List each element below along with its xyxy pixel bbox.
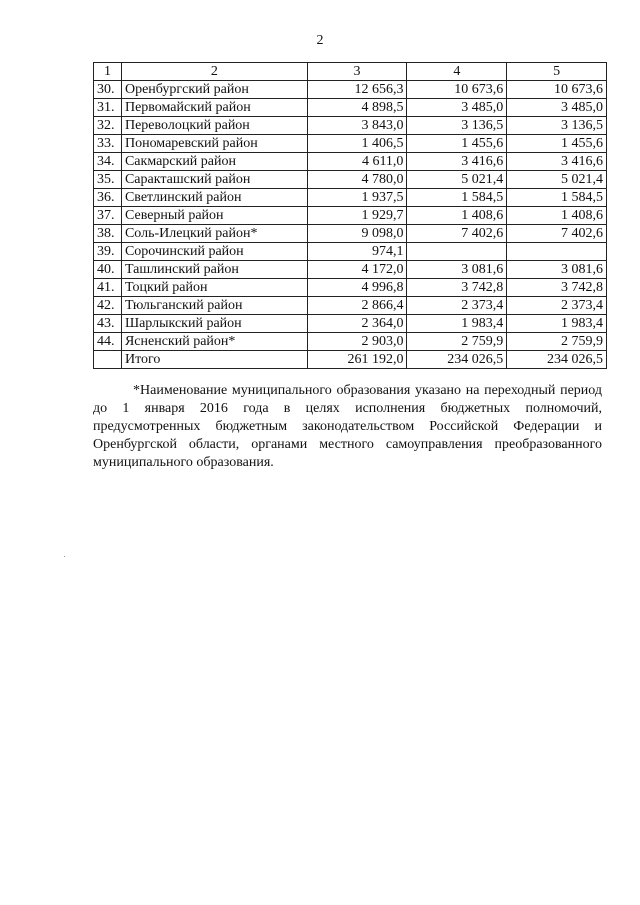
header-col-1: 1 xyxy=(94,63,122,81)
district-name: Светлинский район xyxy=(121,189,307,207)
header-col-5: 5 xyxy=(507,63,607,81)
value-col-4: 1 983,4 xyxy=(407,315,507,333)
value-col-4: 5 021,4 xyxy=(407,171,507,189)
district-name: Тоцкий район xyxy=(121,279,307,297)
value-col-5: 3 081,6 xyxy=(507,261,607,279)
district-name: Тюльганский район xyxy=(121,297,307,315)
value-col-3: 4 780,0 xyxy=(307,171,407,189)
total-col-3: 261 192,0 xyxy=(307,351,407,369)
value-col-4 xyxy=(407,243,507,261)
value-col-5: 2 759,9 xyxy=(507,333,607,351)
table-row xyxy=(94,189,607,207)
table-body xyxy=(94,63,607,369)
district-name: Переволоцкий район xyxy=(121,117,307,135)
table-row xyxy=(94,225,607,243)
value-col-5: 1 584,5 xyxy=(507,189,607,207)
value-col-4: 3 081,6 xyxy=(407,261,507,279)
value-col-4: 10 673,6 xyxy=(407,81,507,99)
table-row xyxy=(94,171,607,189)
district-name: Первомайский район xyxy=(121,99,307,117)
value-col-5: 5 021,4 xyxy=(507,171,607,189)
value-col-5: 10 673,6 xyxy=(507,81,607,99)
district-name: Саракташский район xyxy=(121,171,307,189)
row-number: 42. xyxy=(94,297,122,315)
value-col-4: 3 416,6 xyxy=(407,153,507,171)
value-col-4: 2 759,9 xyxy=(407,333,507,351)
table-row xyxy=(94,207,607,225)
value-col-5: 1 408,6 xyxy=(507,207,607,225)
page-number: 2 xyxy=(316,33,324,48)
table-row xyxy=(94,153,607,171)
row-number: 40. xyxy=(94,261,122,279)
total-col-4: 234 026,5 xyxy=(407,351,507,369)
district-name: Соль-Илецкий район* xyxy=(121,225,307,243)
value-col-4: 1 584,5 xyxy=(407,189,507,207)
table-row xyxy=(94,279,607,297)
district-name: Ташлинский район xyxy=(121,261,307,279)
row-number: 41. xyxy=(94,279,122,297)
row-number: 38. xyxy=(94,225,122,243)
district-name: Оренбургский район xyxy=(121,81,307,99)
table-header-row xyxy=(94,63,607,81)
value-col-5: 3 742,8 xyxy=(507,279,607,297)
table-row xyxy=(94,99,607,117)
value-col-4: 7 402,6 xyxy=(407,225,507,243)
header-col-4: 4 xyxy=(407,63,507,81)
row-number: 30. xyxy=(94,81,122,99)
budget-table xyxy=(93,62,607,369)
row-number: 33. xyxy=(94,135,122,153)
table-row xyxy=(94,135,607,153)
total-number-cell xyxy=(94,351,122,369)
row-number: 43. xyxy=(94,315,122,333)
value-col-4: 1 408,6 xyxy=(407,207,507,225)
district-name: Ясненский район* xyxy=(121,333,307,351)
value-col-3: 4 172,0 xyxy=(307,261,407,279)
value-col-4: 3 485,0 xyxy=(407,99,507,117)
value-col-5 xyxy=(507,243,607,261)
value-col-4: 3 742,8 xyxy=(407,279,507,297)
value-col-5: 2 373,4 xyxy=(507,297,607,315)
district-name: Сакмарский район xyxy=(121,153,307,171)
value-col-3: 1 929,7 xyxy=(307,207,407,225)
district-name: Шарлыкский район xyxy=(121,315,307,333)
value-col-3: 4 996,8 xyxy=(307,279,407,297)
table-row xyxy=(94,315,607,333)
value-col-3: 12 656,3 xyxy=(307,81,407,99)
total-label: Итого xyxy=(121,351,307,369)
value-col-3: 1 937,5 xyxy=(307,189,407,207)
row-number: 37. xyxy=(94,207,122,225)
table-row xyxy=(94,243,607,261)
row-number: 36. xyxy=(94,189,122,207)
value-col-3: 974,1 xyxy=(307,243,407,261)
row-number: 35. xyxy=(94,171,122,189)
scan-mark xyxy=(64,556,65,557)
value-col-3: 4 611,0 xyxy=(307,153,407,171)
value-col-5: 3 485,0 xyxy=(507,99,607,117)
value-col-3: 1 406,5 xyxy=(307,135,407,153)
value-col-3: 2 866,4 xyxy=(307,297,407,315)
value-col-3: 2 364,0 xyxy=(307,315,407,333)
header-col-3: 3 xyxy=(307,63,407,81)
row-number: 32. xyxy=(94,117,122,135)
row-number: 34. xyxy=(94,153,122,171)
value-col-3: 9 098,0 xyxy=(307,225,407,243)
value-col-3: 2 903,0 xyxy=(307,333,407,351)
district-name: Северный район xyxy=(121,207,307,225)
table-total-row xyxy=(94,351,607,369)
value-col-5: 3 136,5 xyxy=(507,117,607,135)
value-col-5: 1 983,4 xyxy=(507,315,607,333)
footnote xyxy=(93,382,602,472)
value-col-4: 2 373,4 xyxy=(407,297,507,315)
footnote-text: *Наименование муниципального образования указано на переходный период до 1 января 2016 года в целях исполнения бюджетных полномочий, предусмотренных бюджетным законодательством Российской Федерации и Оренбургской области, органами местного самоуправления преобразованного муниципального образования. xyxy=(93,383,602,470)
table-row xyxy=(94,81,607,99)
district-name: Сорочинский район xyxy=(121,243,307,261)
table-row xyxy=(94,297,607,315)
total-col-5: 234 026,5 xyxy=(507,351,607,369)
row-number: 44. xyxy=(94,333,122,351)
row-number: 39. xyxy=(94,243,122,261)
value-col-3: 4 898,5 xyxy=(307,99,407,117)
header-col-2: 2 xyxy=(121,63,307,81)
table-row xyxy=(94,117,607,135)
table-row xyxy=(94,261,607,279)
table-row xyxy=(94,333,607,351)
row-number: 31. xyxy=(94,99,122,117)
value-col-4: 3 136,5 xyxy=(407,117,507,135)
value-col-4: 1 455,6 xyxy=(407,135,507,153)
district-name: Пономаревский район xyxy=(121,135,307,153)
value-col-3: 3 843,0 xyxy=(307,117,407,135)
value-col-5: 7 402,6 xyxy=(507,225,607,243)
value-col-5: 1 455,6 xyxy=(507,135,607,153)
value-col-5: 3 416,6 xyxy=(507,153,607,171)
